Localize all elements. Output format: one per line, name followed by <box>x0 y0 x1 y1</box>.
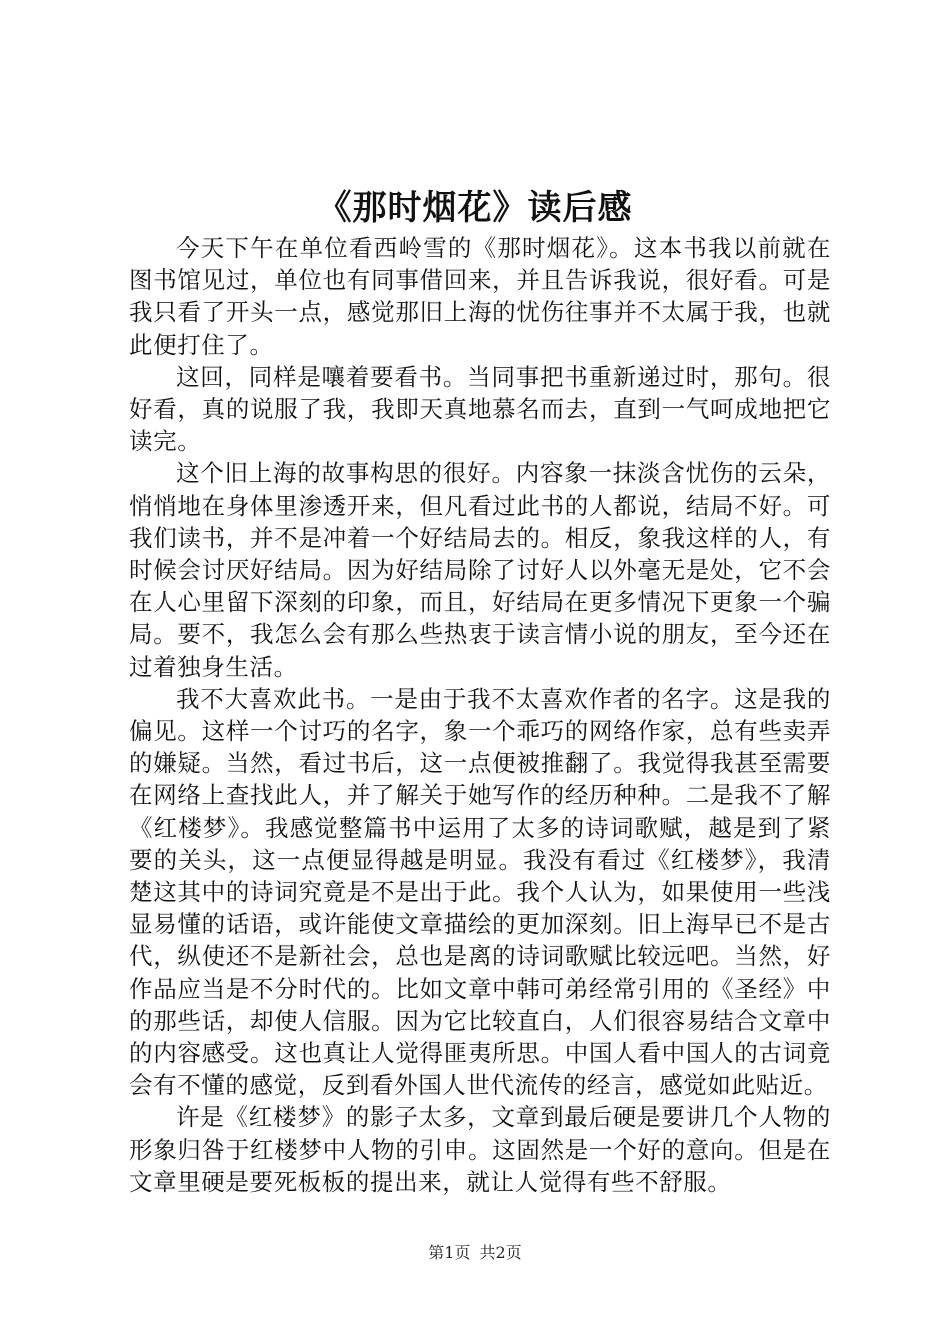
paragraph: 这回，同样是嚷着要看书。当同事把书重新递过时，那句。很好看，真的说服了我，我即天真地慕名而去，直到一气呵成地把它读完。 <box>129 362 831 456</box>
page-total: 共2页 <box>479 1243 522 1262</box>
paragraph: 今天下午在单位看西岭雪的《那时烟花》。这本书我以前就在图书馆见过，单位也有同事借回来，并且告诉我说，很好看。可是我只看了开头一点，感觉那旧上海的忧伤往事并不太属于我，也就此便打住了。 <box>129 234 831 359</box>
paragraph: 这个旧上海的故事构思的很好。内容象一抹淡含忧伤的云朵，悄悄地在身体里渗透开来，但凡看过此书的人都说，结局不好。可我们读书，并不是冲着一个好结局去的。相反，象我这样的人，有时候会讨厌好结局。因为好结局除了讨好人以外毫无是处，它不会在人心里留下深刻的印象，而且，好结局在更多情况下更象一个骗局。要不，我怎么会有那么些热衷于读言情小说的朋友，至今还在过着独身生活。 <box>129 459 831 681</box>
document-body <box>129 232 831 1198</box>
paragraph: 许是《红楼梦》的影子太多，文章到最后硬是要讲几个人物的形象归咎于红楼梦中人物的引申。这固然是一个好的意向。但是在文章里硬是要死板板的提出来，就让人觉得有些不舒服。 <box>129 1103 831 1196</box>
page-footer <box>0 1242 950 1264</box>
document-title: 《那时烟花》读后感 <box>317 188 633 228</box>
page-number: 第1页 <box>428 1243 471 1262</box>
paragraph: 我不大喜欢此书。一是由于我不太喜欢作者的名字。这是我的偏见。这样一个讨巧的名字，象一个乖巧的网络作家，总有些卖弄的嫌疑。当然，看过书后，这一点便被推翻了。我觉得我甚至需要在网络上查找此人，并了解关于她写作的经历种种。二是我不了解《红楼梦》。我感觉整篇书中运用了太多的诗词歌赋，越是到了紧要的关头，这一点便显得越是明显。我没有看过《红楼梦》，我清楚这其中的诗词究竟是不是出于此。我个人认为，如果使用一些浅显易懂的话语，或许能使文章描绘的更加深刻。旧上海早已不是古代，纵使还不是新社会，总也是离的诗词歌赋比较远吧。当然，好作品应当是不分时代的。比如文章中韩可弟经常引用的《圣经》中的那些话，却使人信服。因为它比较直白，人们很容易结合文章中的内容感受。这也真让人觉得匪夷所思。中国人看中国人的古词竟会有不懂的感觉，反到看外国人世代流传的经言，感觉如此贴近。 <box>129 684 831 1100</box>
